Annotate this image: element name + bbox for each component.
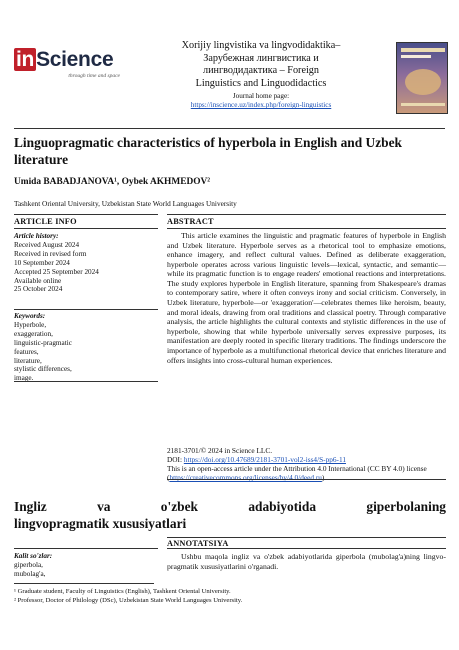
journal-title-line-2: Зарубежная лингвистика и [203, 52, 319, 64]
logo-tagline: through time and space [68, 73, 120, 79]
uzbek-article-title [14, 498, 446, 532]
annotation-top-rule [167, 537, 446, 538]
logo-in-text: in [16, 48, 35, 71]
abstract-bottom-rule [167, 228, 446, 229]
article-history [14, 232, 159, 294]
history-line: Received in revised form [14, 249, 87, 258]
keywords-rule [14, 309, 158, 310]
uzbek-title-line-2: lingvopragmatik xususiyatlari [14, 516, 187, 531]
journal-title-line-1: Xorijiy lingvistika va lingvodidaktika– [181, 40, 341, 51]
header-divider [14, 128, 445, 129]
uzbek-annotation-text: Ushbu maqola ingliz va o'zbek adabiyotlarida giperbola (mubolag'a)ning lingvo-pragmatik xususiyatlarini o'rganadi. [167, 552, 446, 571]
license-link[interactable]: https://creativecommons.org/licenses/by/4.0/deed.ru [169, 473, 322, 483]
history-line: Available online [14, 276, 62, 285]
inscience-logo [14, 48, 124, 100]
footnote-rule [14, 583, 154, 584]
history-line: 10 September 2024 [14, 258, 70, 267]
keyword-item: stylistic differences, [14, 365, 72, 374]
annotation-heading: ANNOTATSIYA [167, 539, 229, 548]
keyword-item: linguistic-pragmatic [14, 338, 72, 347]
license-close: ) [321, 473, 325, 483]
history-line: Received August 2024 [14, 240, 80, 249]
issn-line: 2181-3701/© 2024 in Science LLC. [167, 446, 273, 455]
doi-label: DOI: [167, 455, 184, 465]
abstract-top-rule [167, 214, 446, 215]
keywords-block [14, 312, 159, 383]
uzbek-keywords-block [14, 552, 159, 579]
keyword-item: Hyperbole, [14, 320, 47, 329]
journal-header [10, 36, 450, 128]
article-authors: Umida BABADJANOVA¹, Oybek AKHMEDOV² [14, 177, 211, 187]
uzbek-keyword-item: mubolag'a, [14, 569, 46, 578]
journal-title-block [130, 40, 392, 110]
keywords-bottom-rule [14, 381, 158, 382]
homepage-label: Journal home page: [232, 92, 290, 101]
abstract-text: This article examines the linguistic and pragmatic features of hyperbole in English and Uzbek literature. Hyperbole serves as a rhetorical tool to emphasize emotions, enhance imagery, and reflect cultural values. Defined as deliberate exaggeration, hyperbole operates across various linguistic levels—lexical, syntactic, and semantic—while its pragmatic function is to engage readers' emotional reactions and interpretations. The study explores hyperbole in English literature, spanning from Shakespeare's dramas to contemporary satire, where it often conveys irony and social criticism. Conversely, in Uzbek literature, hyperbole—or 'exaggeration'—celebrates themes like heroism, beauty, and moral ideals, drawing from oral traditions and classical poetry. Through comparative analysis, the article highlights the cultural contexts and stylistic differences in the use of hyperbole, showing that while hyperbole universally serves expressive purposes, its manifestation are deeply rooted in specific literary traditions. The findings underscore the importance of hyperbole as a multifunctional rhetorical device that enriches literature and offers insights into cross-cultural human experiences. [167, 231, 446, 365]
uzbek-keywords-rule [14, 548, 158, 549]
article-info-heading: ARTICLE INFO [14, 217, 77, 226]
keyword-item: features, [14, 347, 39, 356]
journal-title-line-4: Linguistics and Linguodidactics [195, 77, 327, 89]
article-info-top-rule [14, 214, 158, 215]
logo-science-text: Science [36, 48, 114, 71]
abstract-heading: ABSTRACT [167, 217, 214, 226]
abstract-end-rule [167, 479, 446, 480]
keyword-item: literature, [14, 356, 42, 365]
article-title: Linguopragmatic characteristics of hyperbola in English and Uzbek literature [14, 135, 402, 167]
footnote-2: ² Professor, Doctor of Philology (DSc), Uzbekistan State World Languages University. [14, 597, 243, 604]
keyword-item: exaggeration, [14, 329, 53, 338]
history-line: Accepted 25 September 2024 [14, 267, 99, 276]
article-info-bottom-rule [14, 228, 158, 229]
uzbek-keywords-label: Kalit so'zlar: [14, 552, 53, 560]
history-line: 25 October 2024 [14, 285, 63, 294]
article-meta [167, 446, 446, 482]
uzbek-keyword-item: giperbola, [14, 560, 43, 569]
doi-link[interactable]: https://doi.org/10.47689/2181-3701-vol2-iss4/S-pp6-11 [183, 455, 346, 465]
article-history-label: Article history: [14, 232, 59, 240]
keyword-item: image. [14, 374, 34, 383]
doi-line [167, 455, 446, 464]
footnote-1: ¹ Graduate student, Faculty of Linguistics (English), Tashkent Oriental University. [14, 588, 231, 595]
footnotes [14, 587, 446, 605]
uzbek-title-line-1: Ingliz va o'zbek adabiyotida giperbolaning [14, 499, 446, 514]
keywords-label: Keywords: [14, 312, 46, 320]
journal-title-line-3: лингводидактика – Foreign [203, 65, 319, 77]
annotation-bottom-rule [167, 548, 446, 549]
license-text: This is an open-access article under the Attribution 4.0 International (CC BY 4.0) license ( [167, 464, 427, 483]
journal-cover-image [396, 42, 448, 114]
article-affiliations: Tashkent Oriental University, Uzbekistan State World Languages University [14, 199, 237, 208]
journal-homepage-link[interactable]: https://inscience.uz/index.php/foreign-linguistics [190, 101, 332, 110]
